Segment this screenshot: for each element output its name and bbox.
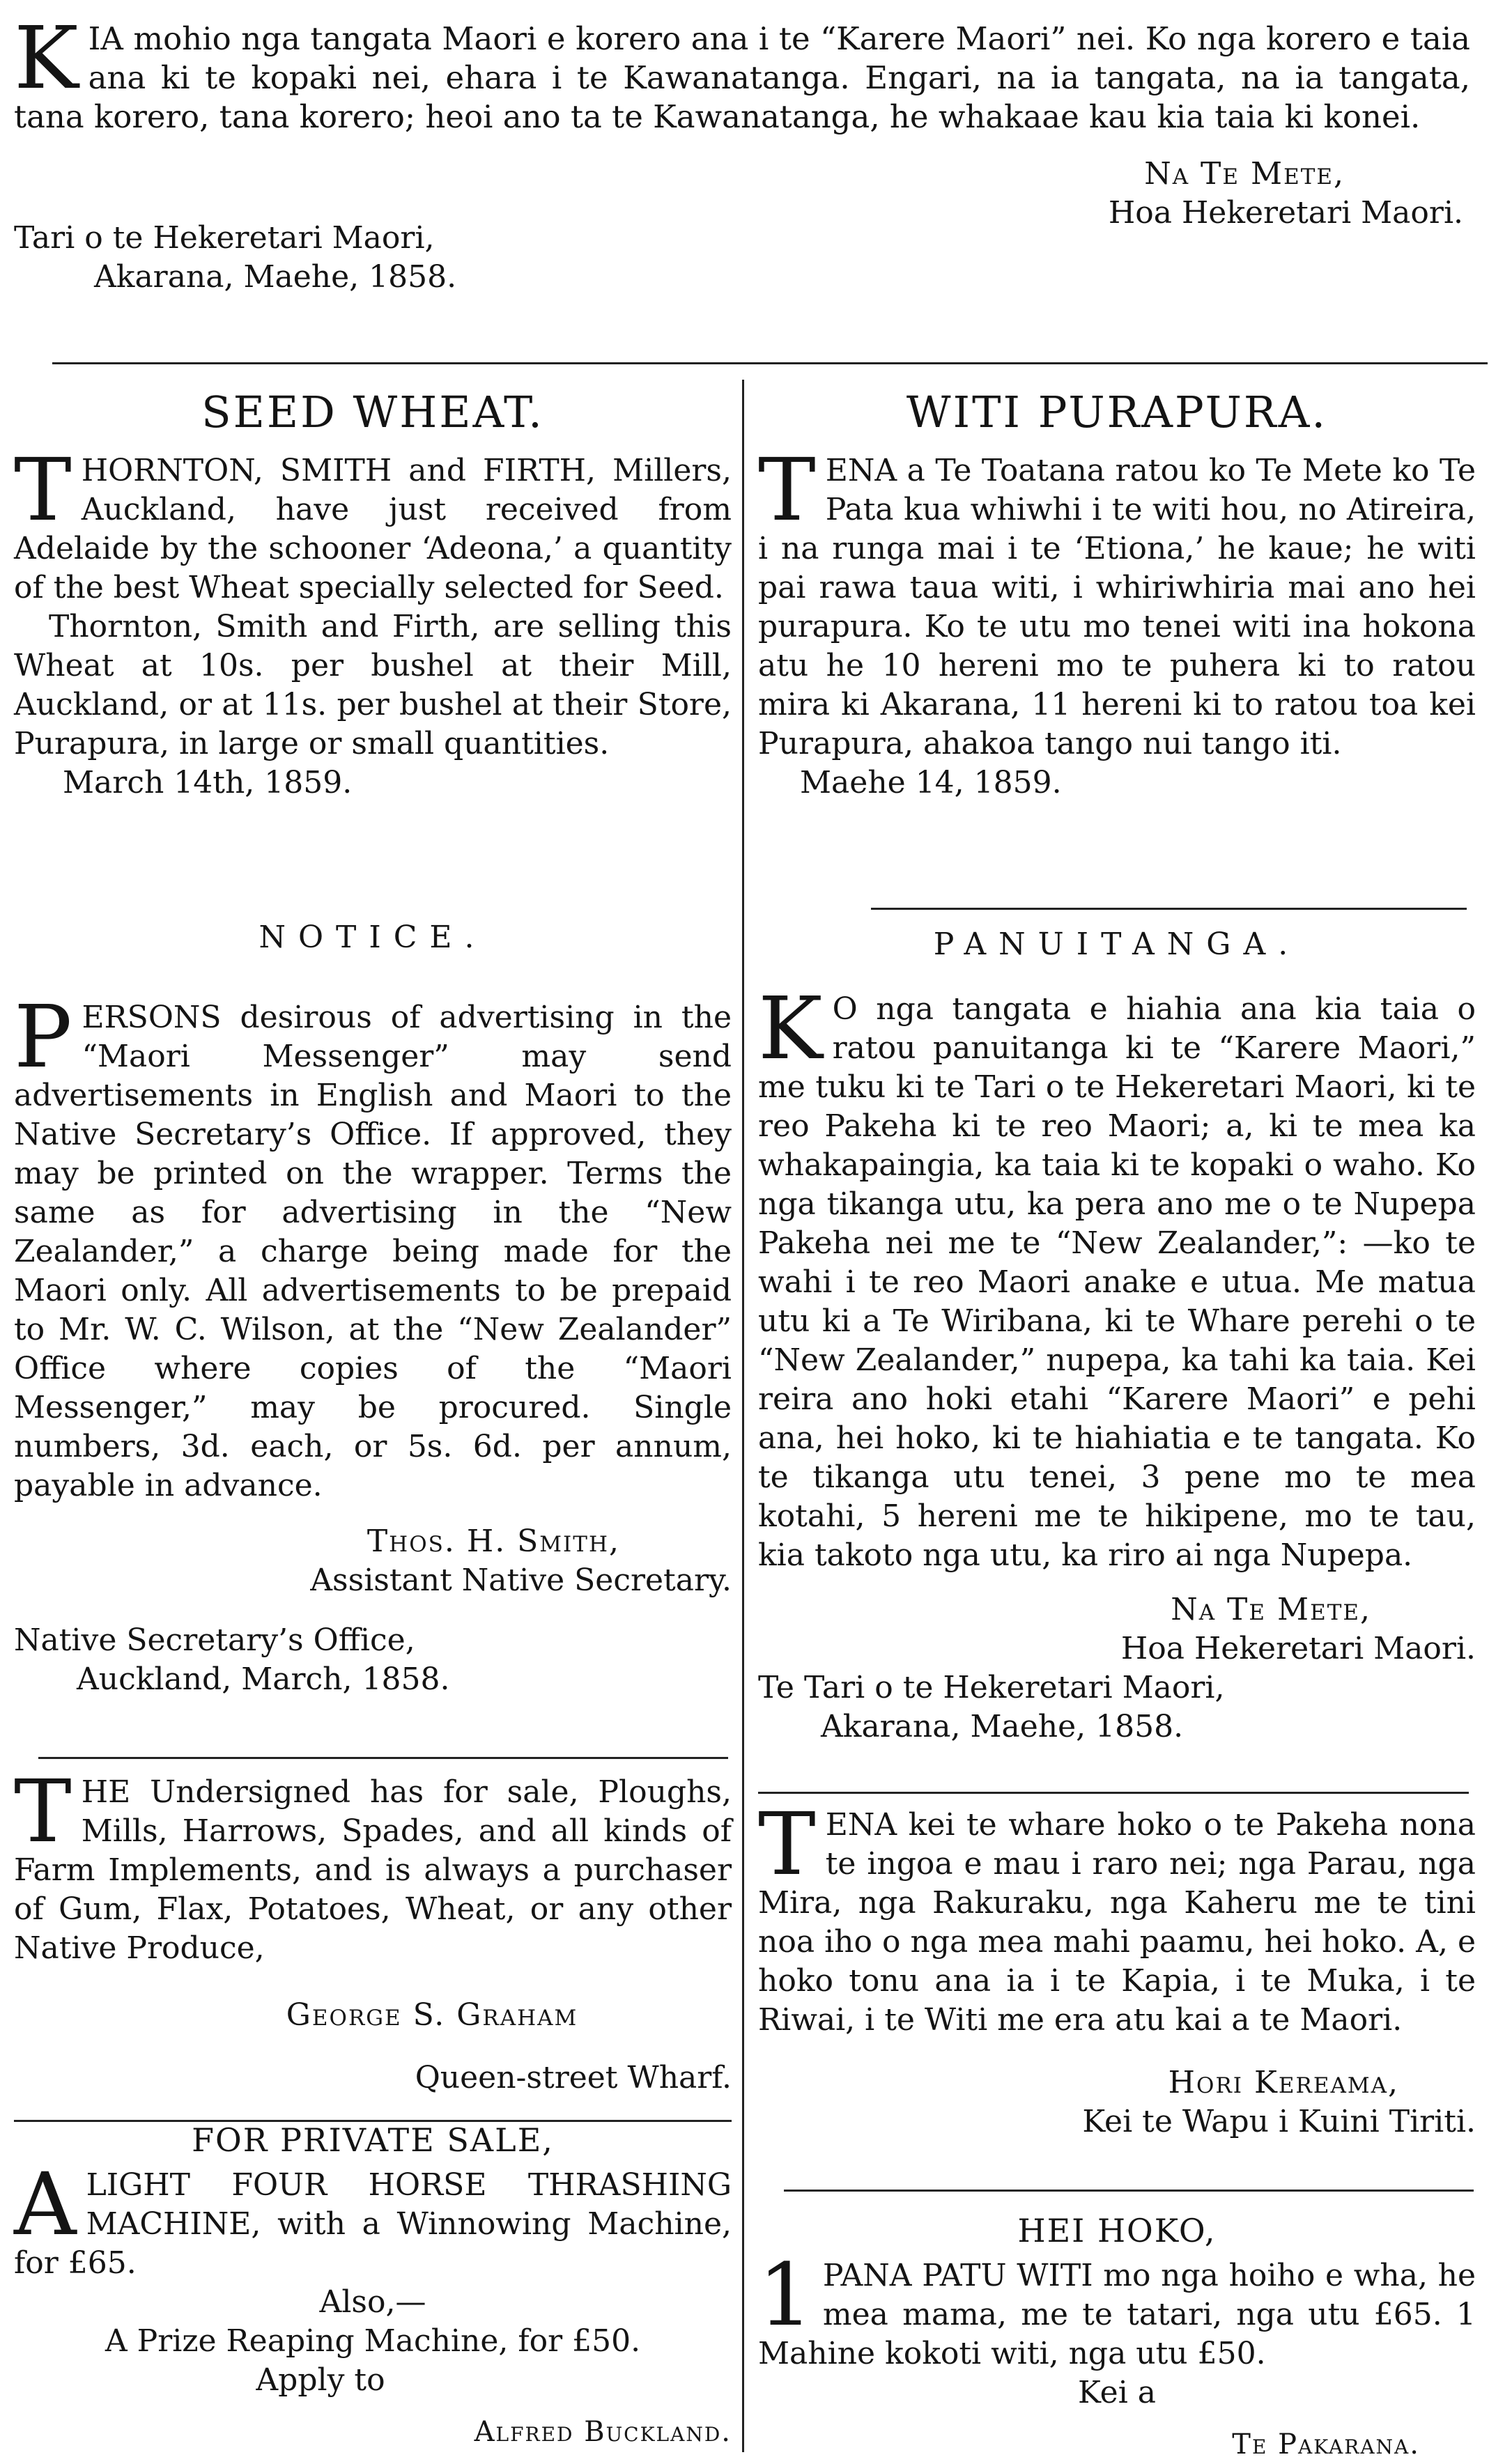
hori-kereama-ad	[758, 1795, 1476, 2141]
panuitanga-text: O nga tangata e hiahia ana kia taia o ratou panuitanga ki te “Karere Maori,” me tuku ki te Tari o te Hekeretari Maori, ki te reo Pakeha ki te reo Maori; a, ki te mea ka whakapaingia, ka taia ki te kopaki o waho. Ko nga tikanga utu, ka pera ano me o te Nupepa Pakeha nei me te “New Zealander,”: —ko te wahi i te reo Maori anake e utua. Me matua utu ki a Te Wiribana, ki te Whare perehi o te “New Zealander,” nupepa, ka tahi ka taia. Kei reira ano hoki etahi “Karere Maori” e pehi ana, hei hoko, ki te hiahiatia e te tangata. Ko te tikanga utu tenei, 3 pene mo te mea kotahi, 5 hereni me te hikipene, mo te tau, kia takoto nga utu, ka riro ai nga Nupepa.	[758, 991, 1476, 1573]
drop-letter: K	[758, 979, 823, 1079]
notice-text: ERSONS desirous of advertising in the “Maori Messenger” may send advertisements in English and Maori to the Native Secretary’s Office. If approved, they may be printed on the wrapper. Terms the same as for advertising in the “New Zealander,” a charge being made for the Maori only. All advertisements to be prepaid to Mr. W. C. Wilson, at the “New Zealander” Office where copies of the “Maori Messenger,” may be procured. Single numbers, 3d. each, or 5s. 6d. per annum, payable in advance.	[14, 1000, 732, 1503]
private-sale-ad	[14, 2121, 732, 2451]
drop-letter: 1	[758, 2245, 813, 2346]
intro-text: IA mohio nga tangata Maori e korero ana i te “Karere Maori” nei. Ko nga korero e taia ana ki te kopaki nei, ehara i te Kawanatanga. Engari, na ia tangata, na ia tangata, tana korero, tana korero; heoi ano ta te Kawanatanga, he whakaae kau kia taia ki konei.	[14, 20, 1470, 135]
right-divider-1	[871, 908, 1467, 910]
hei-hoko-kei-a: Kei a	[1077, 2375, 1157, 2410]
notice-signature-name: Thos. H. Smith,	[367, 1524, 620, 1559]
seed-wheat-title: SEED WHEAT.	[201, 387, 544, 437]
private-sale-paragraph	[14, 2155, 732, 2283]
hei-hoko-title: HEI HOKO,	[1017, 2212, 1217, 2249]
witi-date: Maehe 14, 1859.	[800, 765, 1062, 800]
private-sale-text: LIGHT FOUR HORSE THRASHING MACHINE, with a Winnowing Machine, for £65.	[14, 2167, 732, 2281]
intro-place: Tari o te Hekeretari Maori,	[14, 220, 435, 256]
seed-wheat-date: March 14th, 1859.	[63, 765, 353, 800]
drop-letter: K	[14, 8, 79, 109]
hei-hoko-ad	[758, 2212, 1476, 2464]
panuitanga-paragraph	[758, 979, 1476, 1575]
panuitanga-title: PANUITANGA.	[933, 927, 1301, 962]
top-divider	[52, 362, 1488, 364]
notice-place: Native Secretary’s Office,	[14, 1622, 415, 1658]
right-divider-3	[784, 2190, 1474, 2192]
graham-text: HE Undersigned has for sale, Ploughs, Mills, Harrows, Spades, and all kinds of Farm Implements, and is always a purchaser of Gum, Flax, Potatoes, Wheat, or any other Native Produce,	[14, 1774, 732, 1966]
private-sale-title: FOR PRIVATE SALE,	[192, 2121, 554, 2159]
hei-hoko-signature: Te Pakarana.	[1232, 2428, 1420, 2461]
hori-signature-place: Kei te Wapu i Kuini Tiriti.	[1082, 2104, 1476, 2139]
intro-date: Akarana, Maehe, 1858.	[94, 259, 457, 295]
notice-title: NOTICE.	[259, 920, 487, 955]
graham-signature-place: Queen-street Wharf.	[415, 2060, 732, 2095]
graham-paragraph	[14, 1762, 732, 1968]
private-sale-item: A Prize Reaping Machine, for £50.	[105, 2323, 641, 2359]
intro-paragraph	[14, 8, 1470, 137]
seed-wheat-para1	[14, 440, 732, 607]
witi-paragraph	[758, 440, 1476, 764]
panuitanga-signature-name: Na Te Mete,	[1171, 1592, 1371, 1627]
panuitanga-date: Akarana, Maehe, 1858.	[821, 1709, 1184, 1744]
intro-signature-title: Hoa Hekeretari Maori.	[1108, 195, 1463, 231]
left-divider-1	[38, 1757, 728, 1759]
drop-letter: P	[14, 987, 72, 1087]
drop-letter: T	[14, 1762, 72, 1862]
panuitanga-ad	[758, 927, 1476, 1746]
notice-date: Auckland, March, 1858.	[77, 1661, 450, 1697]
seed-wheat-text1: HORNTON, SMITH and FIRTH, Millers, Auckland, have just received from Adelaide by the schooner ‘Adeona,’ a quantity of the best Wheat specially selected for Seed.	[14, 453, 732, 605]
graham-signature-name: George S. Graham	[286, 1997, 578, 2033]
notice-paragraph	[14, 987, 732, 1505]
seed-wheat-para2: Thornton, Smith and Firth, are selling this Wheat at 10s. per bushel at their Mill, Auckland, or at 11s. per bushel at their Store, Purapura, in large or small quantities.	[14, 609, 732, 761]
hei-hoko-text: PANA PATU WITI mo nga hoiho e wha, he mea mama, me te tatari, nga utu £65. 1 Mahine kokoti witi, nga utu £50.	[758, 2258, 1476, 2371]
drop-letter: T	[758, 1795, 816, 1895]
intro-signature-name: Na Te Mete,	[1144, 156, 1345, 192]
hori-signature-name: Hori Kereama,	[1168, 2065, 1399, 2100]
right-divider-2	[758, 1792, 1469, 1794]
private-sale-also: Also,—	[319, 2284, 426, 2320]
private-sale-signature: Alfred Buckland.	[474, 2416, 732, 2448]
private-sale-apply: Apply to	[256, 2362, 385, 2398]
drop-letter: T	[758, 440, 816, 541]
hori-paragraph	[758, 1795, 1476, 2040]
drop-letter: T	[14, 440, 72, 541]
hei-hoko-paragraph	[758, 2245, 1476, 2373]
seed-wheat-ad	[14, 387, 732, 803]
witi-text: ENA a Te Toatana ratou ko Te Mete ko Te Pata kua whiwhi i te witi hou, no Atireira, i na runga mai i te ‘Etiona,’ he kaue; he witi pai rawa taua witi, i whiriwhiria mai ano hei purapura. Ko te utu mo tenei witi ina hokona atu he 10 hereni mo te puhera ki to ratou mira ki Akarana, 11 hereni ki to ratou toa kei Purapura, ahakoa tango nui tango iti.	[758, 453, 1476, 761]
panuitanga-signature-title: Hoa Hekeretari Maori.	[1120, 1631, 1476, 1666]
witi-purapura-ad	[758, 387, 1476, 803]
witi-title: WITI PURAPURA.	[906, 387, 1328, 437]
drop-letter: A	[14, 2155, 77, 2255]
intro-section	[14, 8, 1470, 297]
hori-text: ENA kei te whare hoko o te Pakeha nona te ingoa e mau i raro nei; nga Parau, nga Mira, nga Rakuraku, nga Kaheru me te tini noa iho o nga mea mahi paamu, hei hoko. A, e hoko tonu ana ia i te Kapia, i te Muka, i te Riwai, i te Witi me era atu kai a te Maori.	[758, 1807, 1476, 2038]
graham-ad	[14, 1762, 732, 2098]
panuitanga-place: Te Tari o te Hekeretari Maori,	[758, 1670, 1225, 1705]
column-divider	[742, 380, 744, 2452]
notice-ad	[14, 920, 732, 1699]
notice-signature-title: Assistant Native Secretary.	[310, 1563, 732, 1598]
